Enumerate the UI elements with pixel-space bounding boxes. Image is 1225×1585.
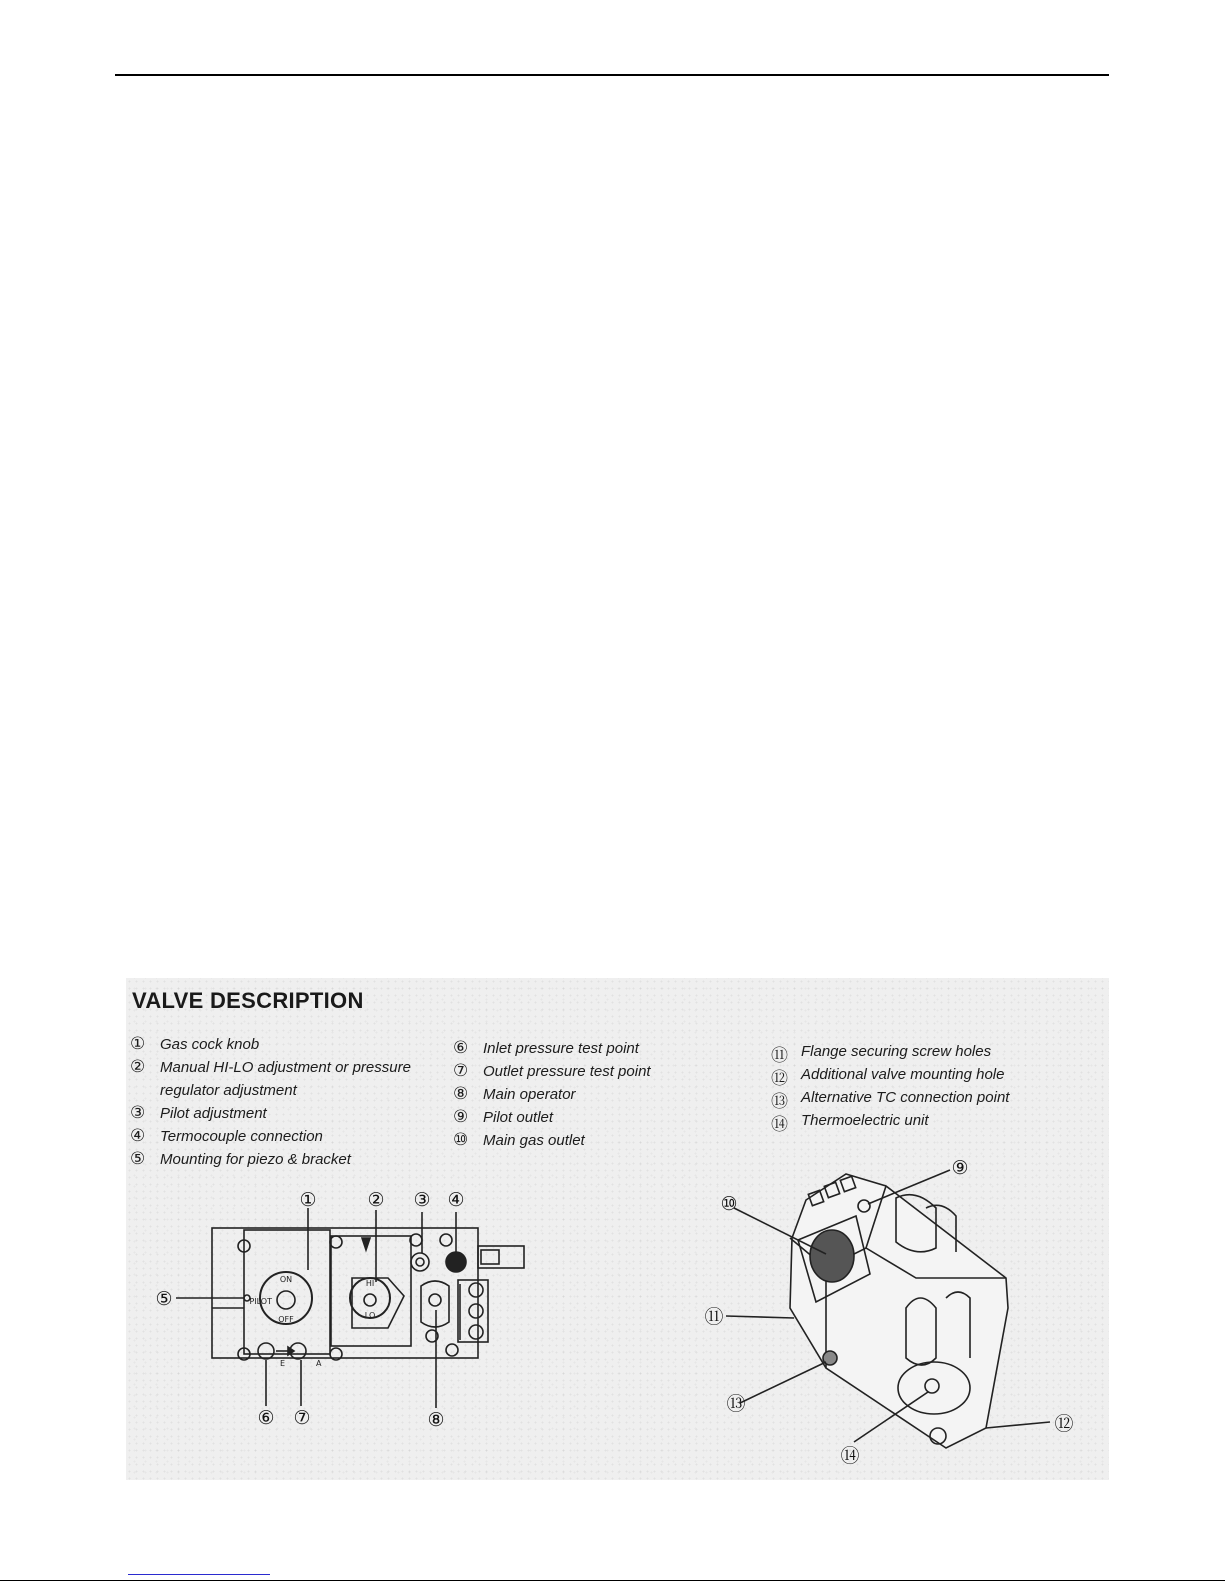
- svg-text:HI: HI: [365, 1279, 375, 1288]
- callout-8: ⑧: [427, 1409, 445, 1431]
- callout-12: ⑫: [1054, 1413, 1074, 1435]
- valve-isometric-view: [126, 978, 1109, 1480]
- header-rule: [115, 74, 1109, 76]
- svg-text:OFF: OFF: [278, 1315, 294, 1324]
- callout-2: ②: [367, 1189, 385, 1211]
- svg-text:PILOT: PILOT: [249, 1297, 272, 1306]
- callout-9: ⑨: [951, 1157, 969, 1179]
- callout-3: ③: [413, 1189, 431, 1211]
- svg-text:LO: LO: [364, 1311, 376, 1320]
- valve-description-panel: VALVE DESCRIPTION ① Gas cock knob ② Manual HI-LO adjustment or pressure regulator adjustment ③ Pilot adjustment ④ Termocouple connection ⑤ Mounting for piezo & bracket ⑥ Inlet pressure test point ⑦ Outlet pressure test point ⑧ Main operator ⑨ Pilot outlet ⑩ Main gas outlet ⑪ Flange securing screw holes ⑫ Additional valve mounting hole ⑬ Alternative TC connection point ⑭ Thermoelectric unit ON OFF PILOT HI LO E A ① ② ③ ④ ⑤ ⑥ ⑦ ⑧ ⑨ ⑩ ⑪ ⑫ ⑬ ⑭: [126, 978, 1109, 1480]
- section-title: VALVE DESCRIPTION: [132, 988, 364, 1013]
- callout-1: ①: [299, 1189, 317, 1211]
- callout-7: ⑦: [293, 1407, 311, 1429]
- svg-text:ON: ON: [279, 1275, 293, 1284]
- callout-11: ⑪: [704, 1306, 724, 1328]
- callout-10: ⑩: [720, 1193, 738, 1215]
- svg-text:E: E: [280, 1359, 286, 1368]
- callout-4: ④: [447, 1189, 465, 1211]
- callout-14: ⑭: [840, 1445, 860, 1467]
- svg-text:A: A: [316, 1359, 322, 1368]
- callout-5: ⑤: [155, 1288, 173, 1310]
- footer-link-underline[interactable]: [128, 1574, 270, 1575]
- footer-rule: [0, 1580, 1225, 1581]
- callout-13: ⑬: [726, 1393, 746, 1415]
- callout-6: ⑥: [257, 1407, 275, 1429]
